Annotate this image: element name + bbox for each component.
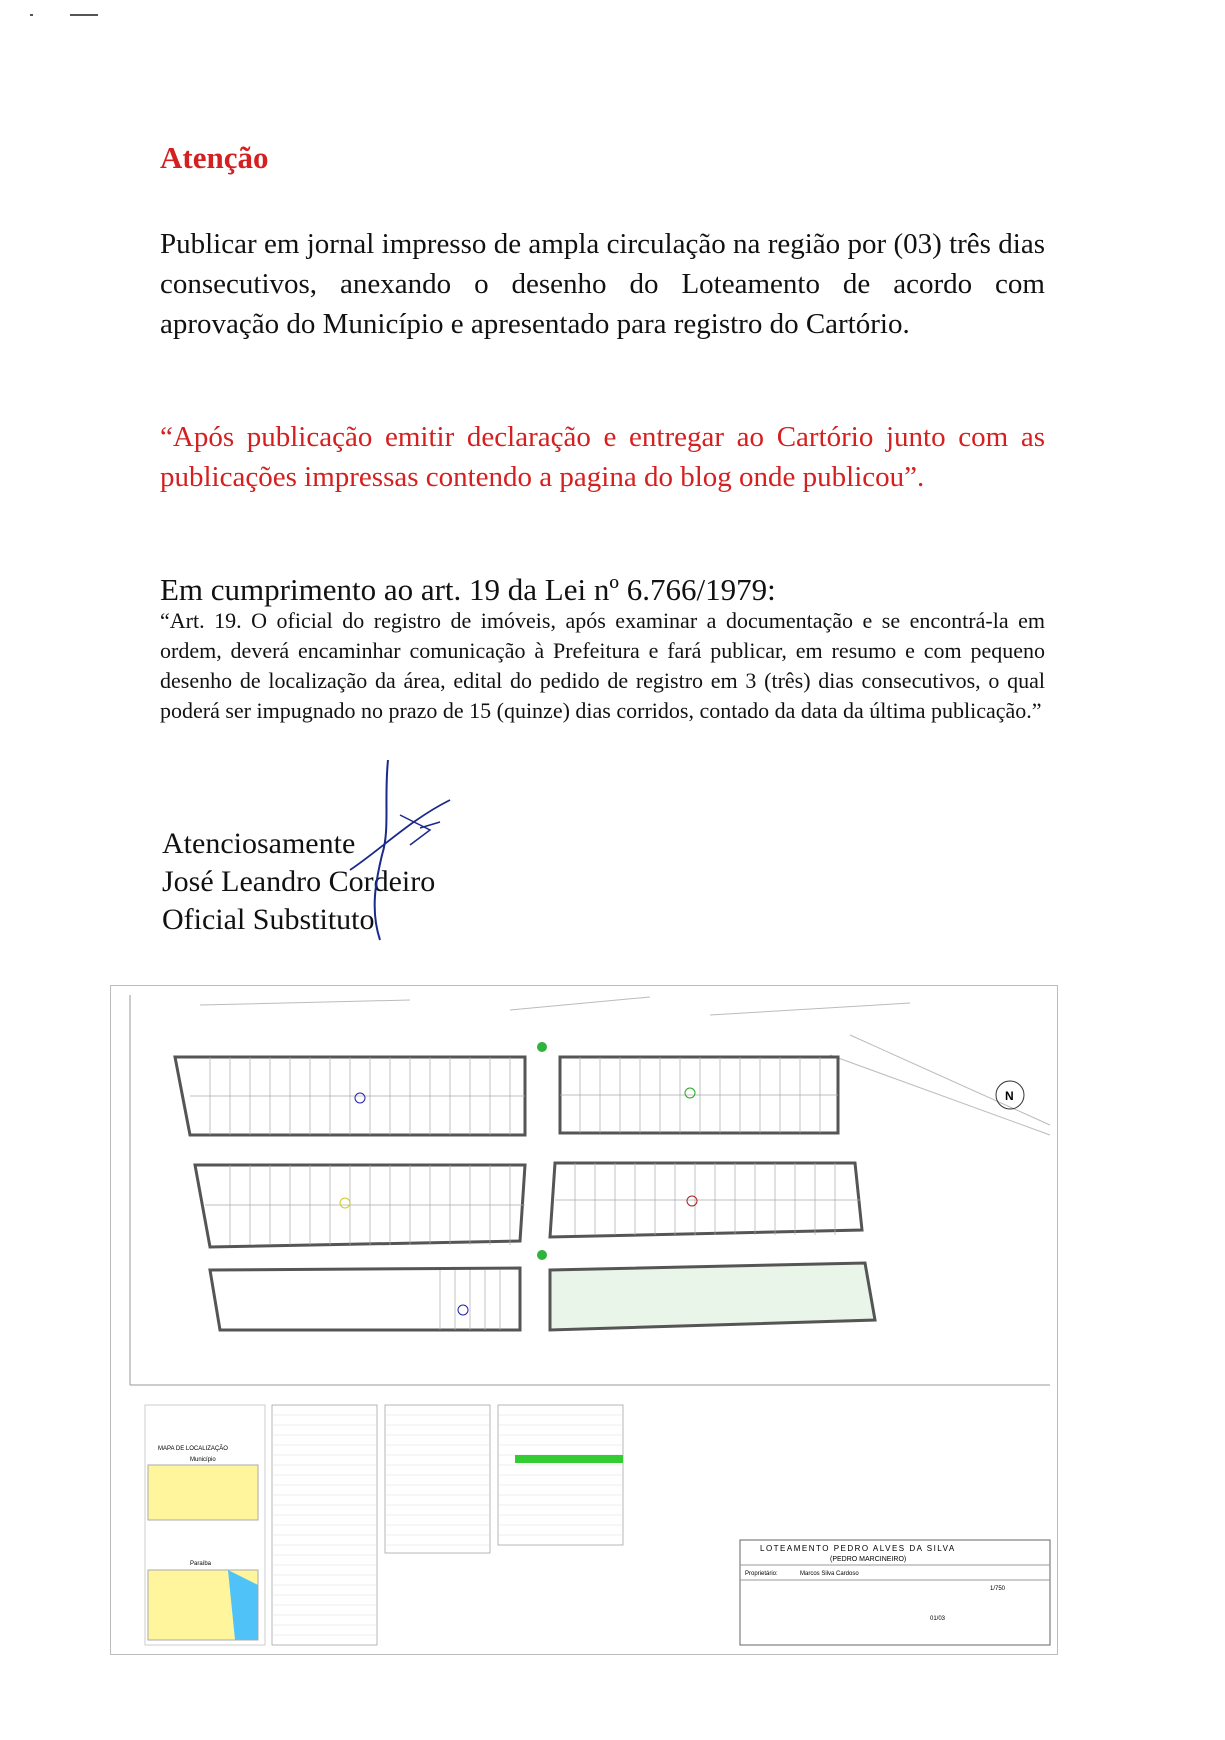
estado-label: Paraíba — [190, 1561, 212, 1567]
summary-highlight-row — [515, 1455, 623, 1463]
municipio-label: Município — [190, 1457, 216, 1463]
location-map-label: MAPA DE LOCALIZAÇÃO — [158, 1446, 228, 1452]
owner-name: Marcos Silva Cardoso — [800, 1571, 859, 1577]
law-quote: “Art. 19. O oficial do registro de imóveis, após examinar a documentação e se encontrá-la em ordem, deverá encaminhar comunicação à Prefeitura e fará publicar, em resumo e com pequeno desenho de localização da área, edital do pedido de registro em 3 (três) dias consecutivos, o qual poderá ser impugnado no prazo de 15 (quinze) dias corridos, contado da data da última publicação.” — [160, 608, 1045, 723]
handwritten-signature — [340, 760, 460, 960]
law-heading: Em cumprimento ao art. 19 da Lei nº 6.766/1979: — [160, 572, 776, 607]
project-title: LOTEAMENTO PEDRO ALVES DA SILVA — [760, 1544, 956, 1553]
subdivision-plan-drawing — [110, 985, 1058, 1655]
sheet-number: 01/03 — [930, 1616, 946, 1622]
project-subtitle: (PEDRO MARCINEIRO) — [830, 1556, 907, 1563]
subdivision-plan — [110, 985, 1058, 1655]
green-area — [550, 1263, 875, 1330]
owner-label: Proprietário: — [745, 1571, 778, 1577]
block-c — [195, 1165, 525, 1247]
signatory-name: José Leandro Cordeiro — [162, 865, 436, 898]
scan-mark — [30, 14, 33, 16]
block-e — [210, 1268, 520, 1330]
scale-value: 1/750 — [990, 1586, 1006, 1592]
instruction-paragraph: Publicar em jornal impresso de ampla circulação na região por (03) três dias consecutivos, anexando o desenho do Loteamento de acordo com aprovação do Município e apresentado para registro do Cartório. — [160, 228, 1045, 340]
signatory-title: Oficial Substituto — [162, 903, 375, 936]
title-block — [740, 1540, 1050, 1645]
location-map-panel — [145, 1405, 265, 1645]
instruction-quote: “Após publicação emitir declaração e entregar ao Cartório junto com as publicações impressas contendo a pagina do blog onde publicou”. — [160, 421, 1045, 493]
signature-closing: Atenciosamente — [162, 827, 356, 860]
notice-heading: Atenção — [160, 140, 269, 175]
scan-mark — [70, 14, 98, 16]
svg-text:N: N — [1005, 1089, 1014, 1103]
